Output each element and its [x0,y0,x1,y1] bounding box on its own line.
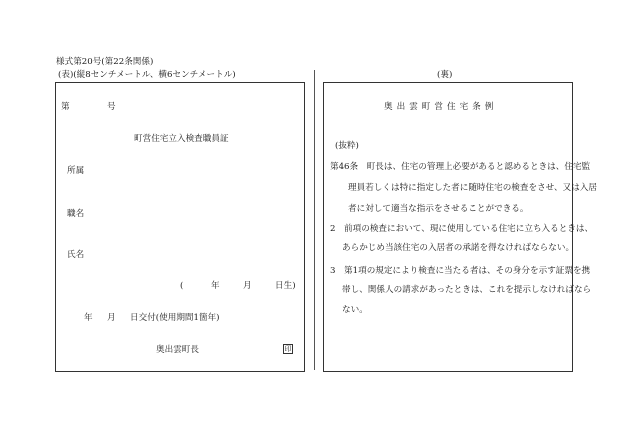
back-label: (裏) [437,70,453,80]
paragraph-2-line-2: あらかじめ当該住宅の入居者の承諾を得なければならない。 [342,243,575,253]
birth-open: ( [180,281,184,291]
issuer: 奥出雲町長 [156,345,199,355]
center-divider [314,70,315,370]
form-number: 様式第20号(第22条関係) [56,57,154,67]
front-label: (表)(縦8センチメートル、横6センチメートル) [58,70,236,80]
birth-month: 月 [243,281,252,291]
excerpt-label: (抜粋) [335,141,359,151]
birth-year: 年 [211,281,220,291]
name-label: 氏名 [67,250,85,260]
birth-day: 日生) [275,281,296,291]
ordinance-title: 奥出雲町営住宅条例 [384,102,498,112]
seal-stamp: 印 [284,345,292,353]
number-suffix: 号 [107,102,116,112]
article-46-line-1: 第46条 町長は、住宅の管理上必要があると認めるときは、住宅監 [330,162,591,172]
affiliation-label: 所属 [67,166,85,176]
card-title: 町営住宅立入検査職員証 [134,134,229,144]
issue-year: 年 [84,313,93,323]
paragraph-3-line-2: 帯し、関係人の請求があったときは、これを提示しなければなら [342,285,592,295]
paragraph-2-line-1: 2 前項の検査において、現に使用している住宅に立ち入るときは、 [330,224,594,234]
paragraph-3-line-3: ない。 [342,305,368,315]
number-prefix: 第 [61,102,70,112]
article-46-line-3: 者に対して適当な指示をさせることができる。 [348,204,529,214]
front-card [55,82,305,372]
paragraph-3-line-1: 3 第1項の規定により検査に当たる者は、その身分を示す証票を携 [330,266,591,276]
article-46-line-2: 理員若しくは特に指定した者に随時住宅の検査をさせ、又は入居 [348,183,597,193]
position-label: 職名 [67,209,85,219]
issue-month: 月 [107,313,116,323]
issue-rest: 日交付(使用期間1箇年) [130,313,220,323]
